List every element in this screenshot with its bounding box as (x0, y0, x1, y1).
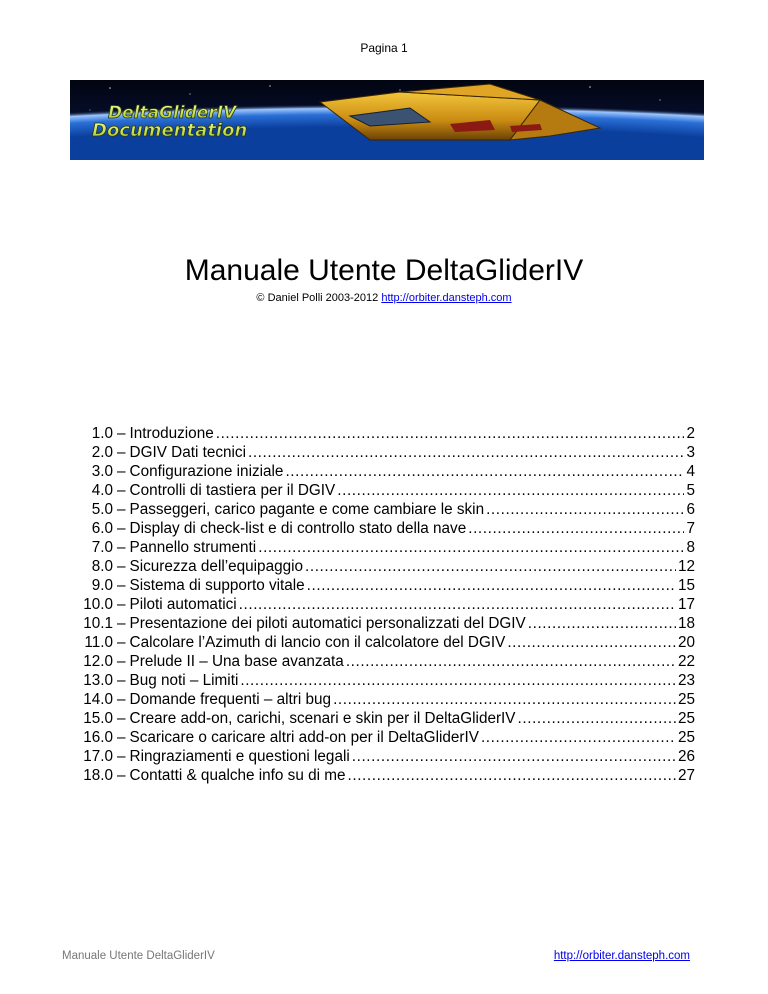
toc-entry-dash: – (117, 520, 126, 537)
toc-dot-leader (305, 557, 676, 576)
toc-entry-title: Prelude II – Una base avanzata (129, 653, 344, 670)
document-title: Manuale Utente DeltaGliderIV (184, 254, 584, 287)
toc-entry-title: Introduzione (129, 425, 214, 442)
toc-entry[interactable] (77, 747, 695, 766)
toc-entry-number: 9.0 (91, 577, 113, 594)
toc-entry-number: 1.0 (91, 425, 113, 442)
toc-entry[interactable] (77, 481, 695, 500)
toc-entry-number: 15.0 (83, 710, 113, 727)
toc-entry-dash: – (117, 653, 126, 670)
toc-entry-page: 7 (686, 520, 695, 537)
toc-entry[interactable] (77, 500, 695, 519)
toc-entry-dash: – (117, 748, 126, 765)
table-of-contents (77, 424, 695, 785)
toc-entry-title: Pannello strumenti (129, 539, 257, 556)
toc-entry[interactable] (77, 443, 695, 462)
toc-entry-number: 2.0 (91, 444, 113, 461)
toc-dot-leader (486, 500, 684, 519)
toc-entry[interactable] (77, 462, 695, 481)
copyright-text: © Daniel Polli 2003-2012 (256, 292, 382, 304)
banner-logo-line1: DeltaGliderIV (108, 103, 237, 123)
toc-entry-page: 26 (677, 748, 695, 765)
toc-dot-leader (333, 690, 676, 709)
toc-entry-number: 16.0 (83, 729, 113, 746)
toc-entry-page: 8 (686, 539, 695, 556)
spaceship-banner-graphic (70, 80, 704, 160)
toc-entry-number: 18.0 (83, 767, 113, 784)
toc-entry-dash: – (117, 558, 126, 575)
toc-dot-leader (285, 462, 684, 481)
toc-entry-number: 6.0 (91, 520, 113, 537)
toc-entry-title: Contatti & qualche info su di me (129, 767, 346, 784)
toc-entry-page: 5 (686, 482, 695, 499)
toc-entry[interactable] (77, 633, 695, 652)
toc-entry[interactable] (77, 519, 695, 538)
toc-entry-number: 10.0 (83, 596, 113, 613)
toc-entry-dash: – (117, 463, 126, 480)
toc-entry-dash: – (117, 501, 126, 518)
toc-entry-number: 13.0 (83, 672, 113, 689)
toc-entry-number: 4.0 (91, 482, 113, 499)
toc-dot-leader (528, 614, 676, 633)
toc-entry[interactable] (77, 671, 695, 690)
footer-website-link[interactable]: http://orbiter.dansteph.com (553, 950, 690, 962)
toc-entry-title: Bug noti – Limiti (129, 672, 239, 689)
banner-logo-line2: Documentation (92, 120, 248, 141)
toc-entry-page: 2 (686, 425, 695, 442)
toc-dot-leader (240, 671, 676, 690)
toc-entry-dash: – (117, 691, 126, 708)
toc-entry[interactable] (77, 690, 695, 709)
toc-entry-page: 6 (686, 501, 695, 518)
toc-entry-title: Ringraziamenti e questioni legali (129, 748, 350, 765)
footer-link-container (554, 950, 690, 962)
toc-entry[interactable] (77, 709, 695, 728)
toc-entry-dash: – (117, 672, 126, 689)
toc-entry-title: Calcolare l’Azimuth di lancio con il calcolatore del DGIV (129, 634, 506, 651)
toc-entry-number: 11.0 (84, 634, 113, 651)
toc-dot-leader (518, 709, 676, 728)
toc-entry-dash: – (117, 615, 126, 632)
toc-entry-dash: – (117, 425, 126, 442)
toc-entry-number: 14.0 (83, 691, 113, 708)
toc-entry-title: Creare add-on, carichi, scenari e skin per il DeltaGliderIV (129, 710, 516, 727)
toc-entry-number: 3.0 (91, 463, 113, 480)
toc-entry-number: 17.0 (83, 748, 113, 765)
toc-dot-leader (481, 728, 676, 747)
toc-entry[interactable] (77, 538, 695, 557)
toc-entry-number: 8.0 (91, 558, 113, 575)
toc-entry[interactable] (77, 424, 695, 443)
toc-entry-dash: – (117, 596, 126, 613)
toc-entry-dash: – (117, 577, 126, 594)
toc-entry-page: 23 (677, 672, 695, 689)
toc-entry-dash: – (117, 634, 126, 651)
toc-dot-leader (248, 443, 685, 462)
toc-entry-number: 10.1 (83, 615, 113, 632)
toc-entry[interactable] (77, 652, 695, 671)
document-subtitle (0, 292, 768, 304)
toc-entry-title: Passeggeri, carico pagante e come cambiare le skin (129, 501, 485, 518)
toc-dot-leader (337, 481, 684, 500)
banner-image (70, 80, 704, 160)
toc-entry-page: 25 (677, 729, 695, 746)
toc-entry-dash: – (117, 767, 126, 784)
toc-entry[interactable] (77, 595, 695, 614)
toc-entry[interactable] (77, 766, 695, 785)
toc-entry[interactable] (77, 576, 695, 595)
toc-entry-page: 4 (686, 463, 695, 480)
toc-entry[interactable] (77, 557, 695, 576)
toc-dot-leader (307, 576, 676, 595)
toc-entry-number: 5.0 (91, 501, 113, 518)
toc-entry-dash: – (117, 482, 126, 499)
toc-entry-number: 7.0 (91, 539, 113, 556)
website-link[interactable]: http://orbiter.dansteph.com (381, 292, 512, 304)
toc-entry-page: 25 (677, 691, 695, 708)
toc-entry-dash: – (117, 729, 126, 746)
toc-entry-page: 20 (677, 634, 695, 651)
toc-entry-title: Display di check-list e di controllo stato della nave (129, 520, 467, 537)
toc-dot-leader (346, 652, 676, 671)
toc-entry-title: Configurazione iniziale (129, 463, 284, 480)
toc-dot-leader (468, 519, 684, 538)
page-header: Pagina 1 (360, 41, 408, 55)
toc-entry-page: 25 (677, 710, 695, 727)
toc-entry-title: Controlli di tastiera per il DGIV (129, 482, 336, 499)
toc-entry-page: 17 (677, 596, 695, 613)
footer-title: Manuale Utente DeltaGliderIV (62, 950, 215, 962)
toc-entry-page: 18 (677, 615, 695, 632)
toc-entry-title: Sicurezza dell’equipaggio (129, 558, 303, 575)
toc-entry-title: Piloti automatici (129, 596, 237, 613)
toc-entry-page: 12 (677, 558, 695, 575)
toc-dot-leader (348, 766, 676, 785)
toc-entry[interactable] (77, 728, 695, 747)
toc-dot-leader (352, 747, 676, 766)
toc-entry-page: 3 (686, 444, 695, 461)
toc-dot-leader (507, 633, 676, 652)
toc-entry-dash: – (117, 710, 126, 727)
toc-entry-title: Scaricare o caricare altri add-on per il DeltaGliderIV (129, 729, 479, 746)
toc-entry-title: DGIV Dati tecnici (129, 444, 246, 461)
toc-entry-dash: – (117, 539, 126, 556)
toc-dot-leader (216, 424, 685, 443)
toc-entry[interactable] (77, 614, 695, 633)
toc-dot-leader (239, 595, 676, 614)
toc-entry-number: 12.0 (83, 653, 113, 670)
toc-dot-leader (258, 538, 684, 557)
toc-entry-page: 22 (677, 653, 695, 670)
toc-entry-title: Sistema di supporto vitale (129, 577, 305, 594)
toc-entry-page: 15 (677, 577, 695, 594)
toc-entry-dash: – (117, 444, 126, 461)
toc-entry-title: Presentazione dei piloti automatici personalizzati del DGIV (129, 615, 526, 632)
toc-entry-page: 27 (677, 767, 695, 784)
toc-entry-title: Domande frequenti – altri bug (129, 691, 332, 708)
